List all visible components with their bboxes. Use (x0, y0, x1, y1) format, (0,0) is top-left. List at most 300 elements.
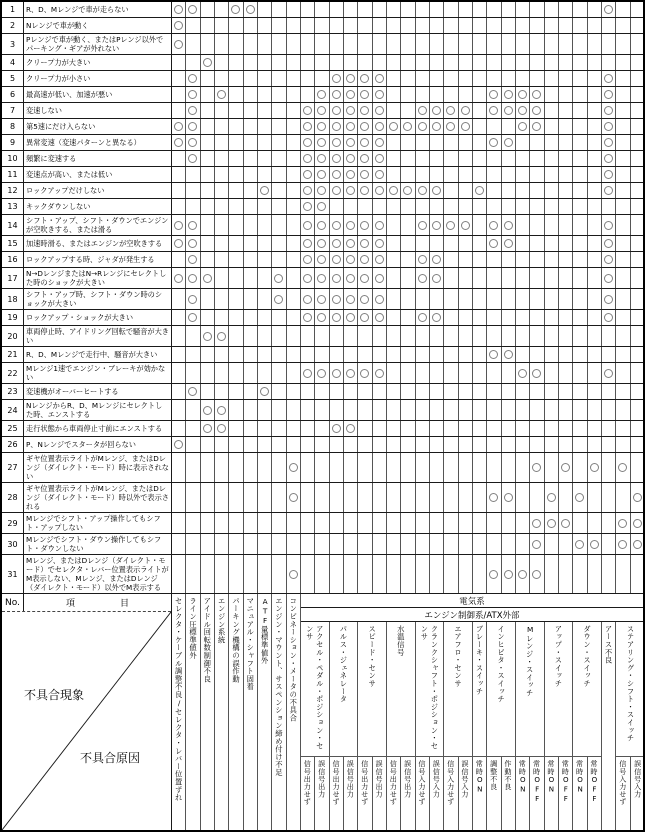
matrix-cell (588, 71, 602, 86)
matrix-cell (373, 135, 387, 150)
sub-cause-label: 常時ON (475, 760, 485, 795)
matrix-cell (258, 555, 272, 593)
matrix-cell (186, 347, 200, 362)
matrix-cell (201, 513, 215, 533)
matrix-cell (201, 18, 215, 33)
matrix-cell (444, 437, 458, 452)
matrix-cell (545, 18, 559, 33)
circle-mark (375, 369, 384, 378)
matrix-cell (287, 34, 301, 54)
matrix-cell (459, 119, 473, 134)
symptom-label: シフト・アップ時、シフト・ダウン時のショックが大きい (24, 289, 172, 309)
matrix-cell (487, 347, 501, 362)
matrix-cell (172, 236, 186, 251)
matrix-cell (215, 103, 229, 118)
cause-column (229, 594, 243, 830)
matrix-cell (502, 236, 516, 251)
circle-mark (403, 186, 412, 195)
matrix-cell (358, 167, 372, 182)
matrix-cell (487, 34, 501, 54)
cause-column-label: 水温信号 (396, 625, 406, 657)
matrix-cell (631, 2, 645, 17)
matrix-cell (573, 453, 587, 482)
matrix-cell (444, 2, 458, 17)
matrix-cell (330, 289, 344, 309)
symptom-row (2, 215, 643, 236)
matrix-cell (430, 363, 444, 383)
matrix-cell (430, 34, 444, 54)
circle-mark (188, 138, 197, 147)
matrix-cell (344, 18, 358, 33)
matrix-cell (602, 555, 616, 593)
matrix-cell (473, 34, 487, 54)
matrix-cell (487, 400, 501, 420)
circle-mark (332, 424, 341, 433)
matrix-cell (301, 151, 315, 166)
matrix-cell (215, 167, 229, 182)
matrix-cell (530, 236, 544, 251)
matrix-cell (301, 18, 315, 33)
matrix-cell (631, 252, 645, 267)
matrix-cell (602, 71, 616, 86)
matrix-cell (473, 103, 487, 118)
circle-mark (274, 295, 283, 304)
matrix-cell (373, 347, 387, 362)
circle-mark (332, 239, 341, 248)
matrix-cell (416, 310, 430, 325)
row-number: 11 (2, 167, 24, 182)
matrix-cell (473, 363, 487, 383)
circle-mark (332, 274, 341, 283)
matrix-cell (401, 363, 415, 383)
matrix-cell (172, 326, 186, 346)
electrical-group-header: 電気系 (301, 594, 643, 608)
electrical-cause-group (358, 622, 387, 830)
matrix-cell (287, 236, 301, 251)
matrix-cell (487, 55, 501, 70)
matrix-cell (559, 437, 573, 452)
matrix-cell (430, 183, 444, 198)
symptom-label: 第5速にだけ入らない (24, 119, 172, 134)
circle-mark (346, 170, 355, 179)
matrix-cell (559, 453, 573, 482)
matrix-cell (358, 310, 372, 325)
matrix-cell (186, 421, 200, 436)
matrix-cell (487, 363, 501, 383)
matrix-cell (358, 483, 372, 512)
circle-mark (604, 255, 613, 264)
matrix-cell (573, 87, 587, 102)
matrix-cell (229, 34, 243, 54)
circle-mark (532, 106, 541, 115)
matrix-cell (215, 483, 229, 512)
matrix-cell (459, 363, 473, 383)
matrix-cell (330, 400, 344, 420)
matrix-cell (502, 2, 516, 17)
sub-cause-row (616, 756, 645, 830)
matrix-cell (287, 453, 301, 482)
matrix-cell (530, 534, 544, 554)
matrix-cell (244, 437, 258, 452)
circle-mark (188, 313, 197, 322)
sub-cause-label: 常時ON (575, 760, 585, 795)
matrix-cell (487, 555, 501, 593)
matrix-cell (272, 252, 286, 267)
circle-mark (461, 221, 470, 230)
matrix-cell (201, 534, 215, 554)
symptom-row (2, 310, 643, 326)
matrix-cell (602, 326, 616, 346)
matrix-cell (387, 534, 401, 554)
matrix-cell (602, 167, 616, 182)
matrix-cell (186, 18, 200, 33)
row-number: 9 (2, 135, 24, 150)
circle-mark (303, 186, 312, 195)
matrix-cell (387, 326, 401, 346)
matrix-cell (444, 384, 458, 399)
matrix-cell (559, 119, 573, 134)
circle-mark (303, 255, 312, 264)
matrix-cell (258, 534, 272, 554)
matrix-cell (559, 310, 573, 325)
matrix-cell (344, 87, 358, 102)
matrix-cell (616, 55, 630, 70)
matrix-cell (487, 18, 501, 33)
matrix-cell (416, 534, 430, 554)
matrix-cell (502, 483, 516, 512)
matrix-cell (172, 347, 186, 362)
circle-mark (633, 540, 642, 549)
electrical-cause-group (516, 622, 545, 830)
matrix-cell (215, 215, 229, 235)
matrix-cell (502, 215, 516, 235)
matrix-cell (459, 215, 473, 235)
sub-cause-label: 常時OFF (589, 760, 599, 804)
matrix-cell (186, 437, 200, 452)
matrix-cell (459, 400, 473, 420)
matrix-cell (186, 87, 200, 102)
cause-group-label-cell (330, 622, 358, 756)
matrix-cell (416, 55, 430, 70)
matrix-cell (573, 119, 587, 134)
matrix-cell (516, 103, 530, 118)
matrix-cell (315, 34, 329, 54)
matrix-cell (573, 199, 587, 214)
circle-mark (332, 74, 341, 83)
matrix-cell (516, 71, 530, 86)
sub-cause-cell (616, 757, 631, 830)
circle-mark (303, 170, 312, 179)
column-title-row (2, 594, 171, 612)
matrix-cell (416, 199, 430, 214)
matrix-cell (229, 135, 243, 150)
matrix-cell (172, 135, 186, 150)
matrix-cell (387, 310, 401, 325)
matrix-cell (573, 555, 587, 593)
matrix-cell (459, 18, 473, 33)
matrix-cell (373, 483, 387, 512)
matrix-cell (172, 2, 186, 17)
matrix-cell (186, 135, 200, 150)
matrix-cell (473, 199, 487, 214)
matrix-cell (602, 87, 616, 102)
matrix-cell (272, 199, 286, 214)
matrix-cell (287, 326, 301, 346)
matrix-cell (444, 268, 458, 288)
matrix-cell (358, 252, 372, 267)
cause-group-label-cell (473, 622, 486, 756)
matrix-cell (602, 55, 616, 70)
matrix-cell (416, 326, 430, 346)
matrix-cell (258, 34, 272, 54)
matrix-cell (244, 87, 258, 102)
matrix-cell (387, 483, 401, 512)
circle-mark (203, 58, 212, 67)
matrix-cell (387, 55, 401, 70)
matrix-cell (416, 135, 430, 150)
symptom-label: 変速しない (24, 103, 172, 118)
matrix-cell (186, 384, 200, 399)
matrix-cell (473, 384, 487, 399)
matrix-cell (172, 18, 186, 33)
matrix-cell (358, 183, 372, 198)
circle-mark (489, 493, 498, 502)
matrix-cell (616, 151, 630, 166)
matrix-cell (229, 534, 243, 554)
matrix-cell (387, 87, 401, 102)
matrix-cell (244, 34, 258, 54)
circle-mark (346, 74, 355, 83)
matrix-cell (430, 347, 444, 362)
matrix-cell (272, 363, 286, 383)
circle-mark (532, 369, 541, 378)
symptom-label: ロックアップ・ショックが大きい (24, 310, 172, 325)
circle-mark (332, 295, 341, 304)
matrix-cell (373, 34, 387, 54)
matrix-cell (616, 347, 630, 362)
matrix-cell (430, 55, 444, 70)
matrix-cell (559, 513, 573, 533)
matrix-cell (401, 310, 415, 325)
matrix-cell (373, 555, 387, 593)
matrix-cell (344, 2, 358, 17)
matrix-cell (616, 384, 630, 399)
circle-mark (532, 122, 541, 131)
cause-column-label: アクセル・ペダル・ポジション・センサ (305, 625, 325, 750)
matrix-cell (186, 289, 200, 309)
matrix-cell (186, 71, 200, 86)
matrix-cell (344, 135, 358, 150)
matrix-cell (459, 310, 473, 325)
matrix-cell (258, 453, 272, 482)
matrix-cell (473, 135, 487, 150)
matrix-cell (545, 119, 559, 134)
circle-mark (188, 74, 197, 83)
matrix-cell (588, 384, 602, 399)
matrix-cell (373, 55, 387, 70)
matrix-cell (545, 384, 559, 399)
matrix-cell (559, 400, 573, 420)
matrix-cell (444, 421, 458, 436)
matrix-cell (373, 534, 387, 554)
circle-mark (332, 186, 341, 195)
matrix-cell (401, 384, 415, 399)
sub-cause-row (487, 756, 515, 830)
matrix-cell (401, 2, 415, 17)
matrix-cell (215, 119, 229, 134)
matrix-cell (272, 167, 286, 182)
matrix-cell (172, 534, 186, 554)
matrix-cell (258, 71, 272, 86)
matrix-cell (588, 513, 602, 533)
matrix-cell (530, 135, 544, 150)
cause-column-label: ATF量標準値外 (260, 597, 270, 665)
matrix-cell (172, 167, 186, 182)
matrix-cell (301, 363, 315, 383)
matrix-cell (373, 289, 387, 309)
sub-cause-label: 作動不良 (503, 760, 513, 791)
matrix-cell (444, 183, 458, 198)
matrix-cell (229, 215, 243, 235)
matrix-cell (229, 363, 243, 383)
matrix-cell (473, 268, 487, 288)
circle-mark (203, 424, 212, 433)
matrix-cell (315, 18, 329, 33)
matrix-cell (201, 555, 215, 593)
matrix-cell (358, 71, 372, 86)
matrix-cell (602, 252, 616, 267)
matrix-cell (559, 151, 573, 166)
matrix-cell (272, 268, 286, 288)
matrix-cell (588, 135, 602, 150)
matrix-cell (502, 199, 516, 214)
row-number: 6 (2, 87, 24, 102)
matrix-cell (315, 555, 329, 593)
matrix-cell (473, 326, 487, 346)
matrix-cell (229, 483, 243, 512)
matrix-cell (430, 236, 444, 251)
sub-cause-row (516, 756, 544, 830)
matrix-cell (473, 453, 487, 482)
row-number: 27 (2, 453, 24, 482)
matrix-cell (444, 555, 458, 593)
matrix-cell (373, 513, 387, 533)
matrix-cell (272, 18, 286, 33)
matrix-cell (530, 119, 544, 134)
matrix-cell (616, 71, 630, 86)
sub-cause-label: 誤信号出力 (317, 760, 327, 798)
matrix-cell (373, 400, 387, 420)
row-number: 21 (2, 347, 24, 362)
matrix-cell (502, 18, 516, 33)
circle-mark (418, 274, 427, 283)
matrix-cell (186, 310, 200, 325)
matrix-cell (373, 183, 387, 198)
matrix-cell (301, 135, 315, 150)
circle-mark (418, 255, 427, 264)
matrix-cell (358, 135, 372, 150)
matrix-cell (315, 437, 329, 452)
matrix-cell (430, 151, 444, 166)
matrix-cell (344, 183, 358, 198)
matrix-cell (473, 183, 487, 198)
cause-group-label-cell (444, 622, 472, 756)
circle-mark (332, 369, 341, 378)
circle-mark (174, 239, 183, 248)
matrix-cell (358, 215, 372, 235)
circle-mark (489, 138, 498, 147)
matrix-cell (186, 151, 200, 166)
matrix-cell (631, 326, 645, 346)
matrix-cell (473, 289, 487, 309)
matrix-cell (373, 119, 387, 134)
matrix-cell (344, 215, 358, 235)
matrix-cell (172, 55, 186, 70)
matrix-cell (530, 421, 544, 436)
row-number: 24 (2, 400, 24, 420)
matrix-cell (401, 236, 415, 251)
matrix-cell (573, 421, 587, 436)
matrix-cell (602, 199, 616, 214)
circle-mark (346, 186, 355, 195)
matrix-cell (430, 483, 444, 512)
symptom-row (2, 268, 643, 289)
circle-mark (317, 202, 326, 211)
matrix-cell (530, 347, 544, 362)
matrix-cell (215, 363, 229, 383)
matrix-cell (530, 199, 544, 214)
cause-column-label: ブレーキ・スイッチ (475, 625, 485, 696)
matrix-cell (229, 268, 243, 288)
circle-mark (375, 313, 384, 322)
matrix-cell (444, 453, 458, 482)
matrix-cell (545, 167, 559, 182)
matrix-cell (516, 119, 530, 134)
symptom-label: 頻繁に変速する (24, 151, 172, 166)
matrix-cell (186, 236, 200, 251)
row-number: 20 (2, 326, 24, 346)
matrix-cell (430, 252, 444, 267)
matrix-cell (315, 71, 329, 86)
matrix-cell (287, 18, 301, 33)
row-number: 30 (2, 534, 24, 554)
circle-mark (375, 170, 384, 179)
circle-mark (346, 221, 355, 230)
matrix-cell (301, 289, 315, 309)
matrix-cell (459, 384, 473, 399)
matrix-cell (516, 421, 530, 436)
matrix-cell (244, 199, 258, 214)
matrix-cell (330, 167, 344, 182)
matrix-cell (172, 87, 186, 102)
matrix-cell (616, 236, 630, 251)
circle-mark (561, 519, 570, 528)
matrix-cell (444, 34, 458, 54)
matrix-cell (516, 183, 530, 198)
matrix-cell (287, 513, 301, 533)
sub-cause-row (545, 756, 573, 830)
matrix-cell (545, 310, 559, 325)
matrix-cell (530, 252, 544, 267)
circle-mark (446, 122, 455, 131)
matrix-cell (344, 363, 358, 383)
matrix-cell (502, 363, 516, 383)
matrix-cell (487, 437, 501, 452)
row-number: 23 (2, 384, 24, 399)
matrix-cell (416, 347, 430, 362)
matrix-cell (459, 151, 473, 166)
circle-mark (489, 90, 498, 99)
